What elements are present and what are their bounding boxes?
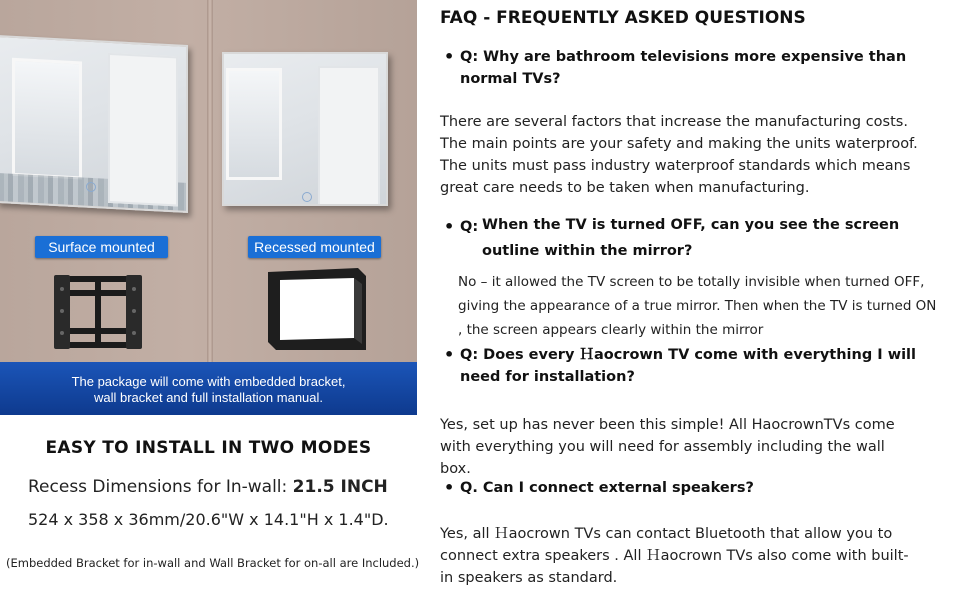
recess-prefix: Recess Dimensions for In-wall: <box>28 477 293 497</box>
answer-line: No – it allowed the TV screen to be totally invisible when turned OFF, <box>458 274 925 290</box>
banner-line-1: The package will come with embedded bracket, <box>71 374 346 389</box>
faq-answer-2 <box>458 270 948 342</box>
embedded-wall-box-icon <box>262 266 370 352</box>
recessed-mounted-mirror-tv <box>222 52 388 206</box>
surface-mounted-mirror-tv <box>0 35 188 213</box>
bullet-icon: • <box>444 478 455 497</box>
touch-button-icon <box>86 182 96 193</box>
recess-dimensions <box>28 477 388 497</box>
faq-answer-3: Yes, set up has never been this simple! All HaocrownTVs come with everything you will need for assembly including the wall box. <box>440 417 895 477</box>
install-title: EASY TO INSTALL IN TWO MODES <box>45 438 372 458</box>
dimensions-text: 524 x 358 x 36mm/20.6"W x 14.1"H x 1.4"D. <box>28 510 389 529</box>
faq-question-3 <box>440 344 950 388</box>
question-text: When the TV is turned OFF, can you see the screen outline within the mirror? <box>482 217 900 259</box>
question-text: Q: Why are bathroom televisions more expensive than normal TVs? <box>460 49 907 87</box>
faq-question-2 <box>440 212 940 264</box>
banner-line-2: wall bracket and full installation manual. <box>93 390 324 405</box>
recessed-mounted-label: Recessed mounted <box>248 236 381 258</box>
faq-question-1 <box>440 46 940 90</box>
question-text: Q: Does every Ｈaocrown TV come with everything I will need for installation? <box>460 347 916 385</box>
faq-answer-4: Yes, all Ｈaocrown TVs can contact Bluetooth that allow you to connect extra speakers . All Ｈaocrown TVs also come with built-in speakers as standard. <box>440 526 909 586</box>
faq-title: FAQ - FREQUENTLY ASKED QUESTIONS <box>440 8 806 28</box>
surface-mounted-label: Surface mounted <box>35 236 168 258</box>
bullet-icon: • <box>444 217 455 236</box>
question-text: Q. Can I connect external speakers? <box>460 480 754 496</box>
bullet-icon: • <box>444 47 455 66</box>
recess-size: 21.5 INCH <box>292 477 388 497</box>
faq-question-4 <box>440 477 940 499</box>
wall-bracket-icon <box>52 271 144 353</box>
wall-corner <box>207 0 213 362</box>
touch-button-icon <box>302 192 312 202</box>
answer-line: giving the appearance of a true mirror. Then when the TV is turned ON <box>458 298 937 314</box>
answer-line: , the screen appears clearly within the mirror <box>458 322 764 338</box>
bracket-note: (Embedded Bracket for in-wall and Wall Bracket for on-all are Included.) <box>6 556 420 570</box>
product-photo <box>0 0 417 415</box>
faq-answer-1: There are several factors that increase the manufacturing costs. The main points are your safety and making the units waterproof. The units must pass industry waterproof standards which means great care needs to be taken when manufacturing. <box>440 114 918 196</box>
question-prefix: Q: <box>460 219 479 235</box>
package-banner <box>0 362 417 415</box>
bullet-icon: • <box>444 345 455 364</box>
